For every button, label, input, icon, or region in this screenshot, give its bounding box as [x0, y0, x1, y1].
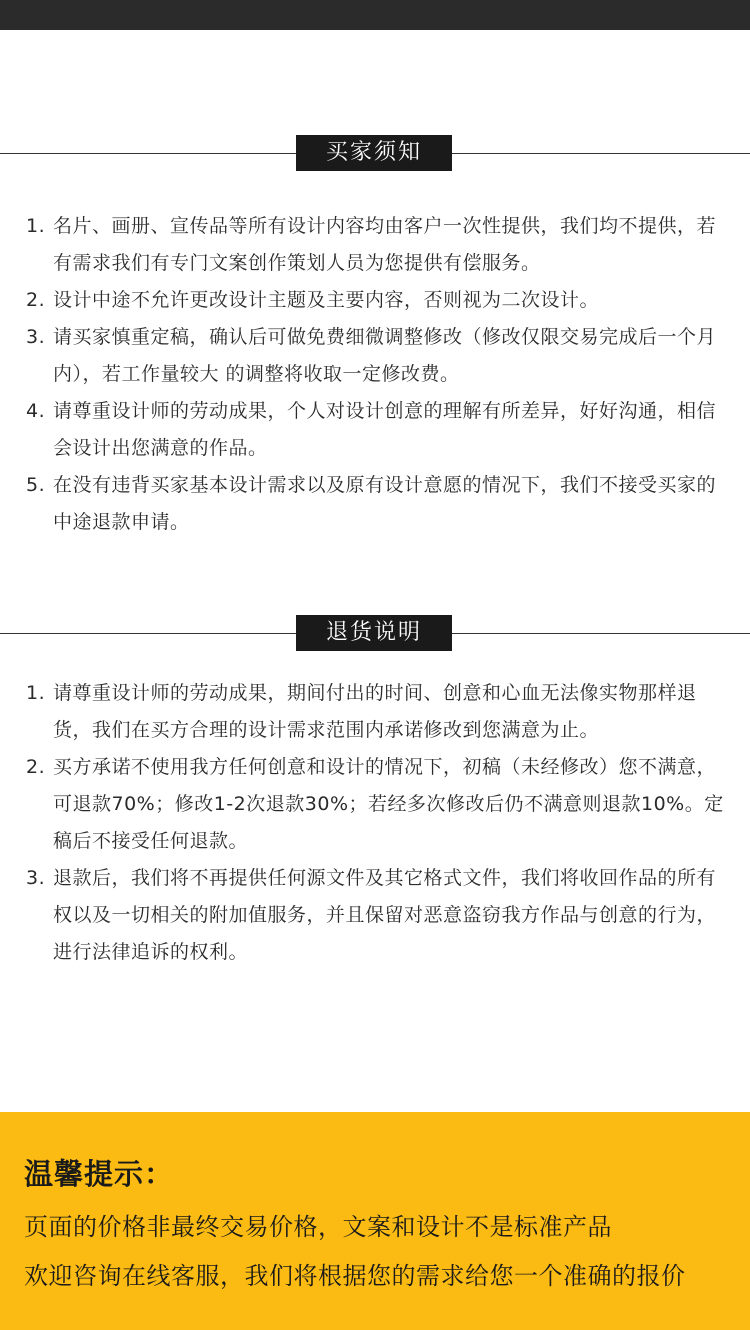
list-item: [26, 749, 724, 860]
item-number: 4.: [26, 400, 46, 422]
item-text: 设计中途不允许更改设计主题及主要内容，否则视为二次设计。: [53, 289, 600, 311]
list-item: [26, 208, 724, 282]
item-number: 1.: [26, 682, 46, 704]
item-text: 名片、画册、宣传品等所有设计内容均由客户一次性提供，我们均不提供，若有需求我们有专门文案创作策划人员为您提供有偿服务。: [53, 215, 717, 274]
item-number: 1.: [26, 215, 46, 237]
buyer-notice-list: [0, 208, 750, 541]
refund-notice-section: [0, 615, 750, 971]
list-item: [26, 393, 724, 467]
list-item: [26, 282, 724, 319]
refund-notice-list: [0, 675, 750, 971]
tips-title: 温馨提示：: [24, 1157, 175, 1191]
refund-notice-header: [0, 615, 750, 651]
item-number: 5.: [26, 474, 46, 496]
item-number: 2.: [26, 289, 46, 311]
item-text: 请买家慎重定稿，确认后可做免费细微调整修改（修改仅限交易完成后一个月内），若工作量较大 的调整将收取一定修改费。: [53, 326, 717, 385]
item-number: 3.: [26, 326, 46, 348]
list-item: [26, 319, 724, 393]
tips-line-consult: 欢迎咨询在线客服，我们将根据您的需求给您一个准确的报价: [24, 1262, 686, 1290]
item-text: 请尊重设计师的劳动成果，期间付出的时间、创意和心血无法像实物那样退货，我们在买方合理的设计需求范围内承诺修改到您满意为止。: [53, 682, 697, 741]
item-text: 买方承诺不使用我方任何创意和设计的情况下，初稿（未经修改）您不满意，可退款70%；修改1-2次退款30%；若经多次修改后仍不满意则退款10%。定稿后不接受任何退款。: [53, 756, 724, 852]
tips-banner: [0, 1112, 750, 1330]
item-number: 2.: [26, 756, 46, 778]
item-number: 3.: [26, 867, 46, 889]
list-item: [26, 467, 724, 541]
buyer-notice-title: 买家须知: [296, 135, 452, 171]
buyer-notice-section: [0, 135, 750, 541]
item-text: 在没有违背买家基本设计需求以及原有设计意愿的情况下，我们不接受买家的中途退款申请。: [53, 474, 717, 533]
list-item: [26, 675, 724, 749]
buyer-notice-header: [0, 135, 750, 171]
refund-notice-title: 退货说明: [296, 615, 452, 651]
top-bar: [0, 0, 750, 30]
list-item: [26, 860, 724, 971]
item-text: 请尊重设计师的劳动成果，个人对设计创意的理解有所差异，好好沟通，相信会设计出您满意的作品。: [53, 400, 717, 459]
item-text: 退款后，我们将不再提供任何源文件及其它格式文件，我们将收回作品的所有权以及一切相关的附加值服务，并且保留对恶意盗窃我方作品与创意的行为，进行法律追诉的权利。: [53, 867, 717, 963]
tips-line-price: 页面的价格非最终交易价格，文案和设计不是标准产品: [24, 1213, 612, 1241]
